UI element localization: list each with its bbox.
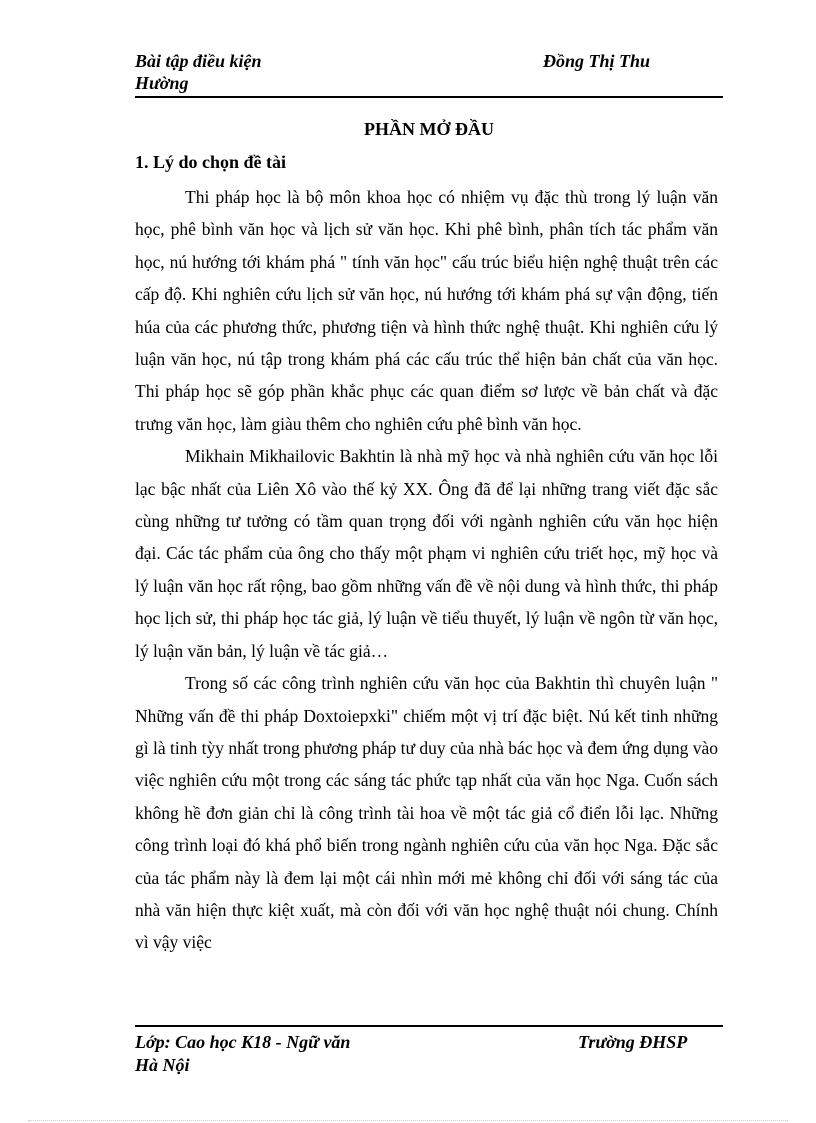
header-left-line1: Bài tập điều kiện <box>135 51 262 71</box>
paragraph: Mikhain Mikhailovic Bakhtin là nhà mỹ học và nhà nghiên cứu văn học lỗi lạc bậc nhất của Liên Xô vào thế kỷ XX. Ông đã để lại những trang viết đặc sắc cùng những tư tưởng có tầm quan trọng đối với ngành nghiên cứu văn học hiện đại. Các tác phẩm của ông cho thấy một phạm vi nghiên cứu triết học, mỹ học và lý luận văn học rất rộng, bao gồm những vấn đề về nội dung và hình thức, thi pháp học lịch sử, thi pháp học tác giả, lý luận về tiểu thuyết, lý luận về ngôn từ văn học, lý luận văn bản, lý luận về tác giả… <box>135 446 718 661</box>
footer-left-line2: Hà Nội <box>135 1055 190 1075</box>
paragraph: Thi pháp học là bộ môn khoa học có nhiệm vụ đặc thù trong lý luận văn học, phê bình văn học và lịch sử văn học. Khi phê bình, phân tích tác phẩm văn học, nú hướng tới khám phá " tính văn học" cấu trúc biểu hiện nghệ thuật trên các cấp độ. Khi nghiên cứu lịch sử văn học, nú hướng tới khám phá sự vận động, tiến húa của các phương thức, phương tiện và hình thức nghệ thuật. Khi nghiên cứu lý luận văn học, nú tập trong khám phá các cấu trúc thể hiện bản chất của văn học. Thi pháp học sẽ góp phần khắc phục các quan điểm sơ lược về bản chất và đặc trưng văn học, làm giàu thêm cho nghiên cứu phê bình văn học. <box>135 187 718 434</box>
page-title: PHẦN MỞ ĐẦU <box>364 119 494 139</box>
header-left-line2: Hường <box>135 73 189 93</box>
body-text <box>135 181 718 959</box>
paragraph: Trong số các công trình nghiên cứu văn học của Bakhtin thì chuyên luận " Những vấn đề thi pháp Doxtoiepxki" chiếm một vị trí đặc biệt. Nú kết tinh những gì là tinh tỳy nhất trong phương pháp tư duy của nhà bác học và đem ứng dụng vào việc nghiên cứu một trong các sáng tác phức tạp nhất của văn học Nga. Cuốn sách không hề đơn giản chỉ là công trình tài hoa về một tác giả cổ điển lỗi lạc. Những công trình loại đó khá phổ biến trong ngành nghiên cứu của văn học Nga. Đặc sắc của tác phẩm này là đem lại một cái nhìn mới mẻ không chỉ đối với sáng tác của nhà văn hiện thực kiệt xuất, mà còn đối với văn học nghệ thuật nói chung. Chính vì vậy việc <box>135 673 719 953</box>
section-heading: 1. Lý do chọn đề tài <box>135 152 287 172</box>
footer-rule <box>135 1025 723 1027</box>
header-rule <box>135 96 723 98</box>
footer-left-line1: Lớp: Cao học K18 - Ngữ văn <box>135 1032 351 1052</box>
header-right: Đồng Thị Thu <box>543 51 651 71</box>
footer-right: Trường ĐHSP <box>578 1032 688 1052</box>
page-edge-divider <box>28 1120 788 1121</box>
